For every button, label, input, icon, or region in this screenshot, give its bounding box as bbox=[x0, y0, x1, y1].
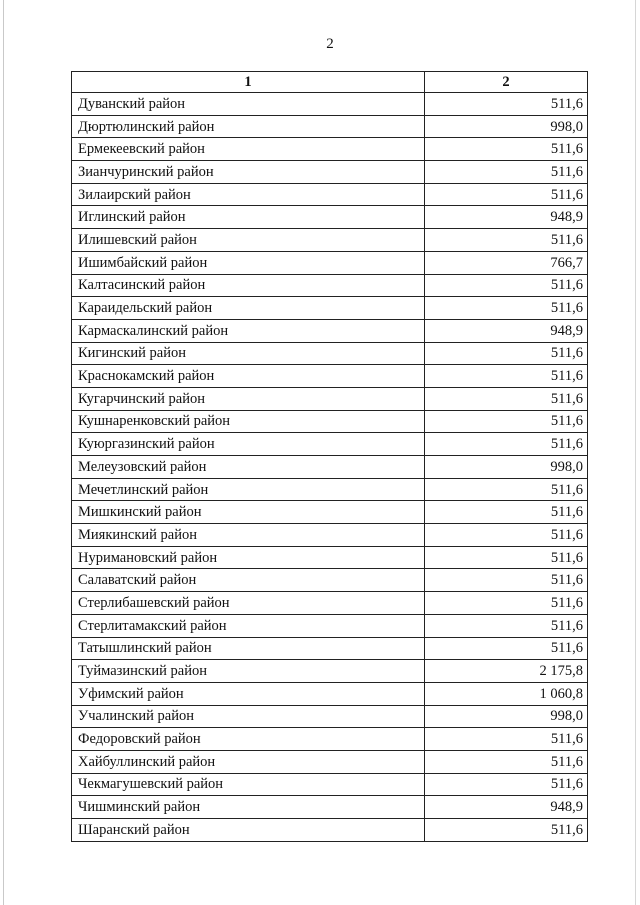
district-value-cell: 511,6 bbox=[425, 274, 588, 297]
district-value-cell: 511,6 bbox=[425, 138, 588, 161]
district-table bbox=[71, 71, 588, 842]
district-value-cell: 998,0 bbox=[425, 115, 588, 138]
district-value-cell: 511,6 bbox=[425, 342, 588, 365]
table-row bbox=[72, 750, 588, 773]
district-value-cell: 998,0 bbox=[425, 705, 588, 728]
district-name-cell: Нуримановский район bbox=[72, 546, 425, 569]
district-name-cell: Краснокамский район bbox=[72, 365, 425, 388]
district-name-cell: Ермекеевский район bbox=[72, 138, 425, 161]
district-name-cell: Учалинский район bbox=[72, 705, 425, 728]
table-row bbox=[72, 728, 588, 751]
scan-edge-left bbox=[3, 0, 4, 905]
table-row bbox=[72, 206, 588, 229]
table-row bbox=[72, 796, 588, 819]
district-name-cell: Чекмагушевский район bbox=[72, 773, 425, 796]
district-name-cell: Мечетлинский район bbox=[72, 478, 425, 501]
district-value-cell: 511,6 bbox=[425, 433, 588, 456]
district-value-cell: 1 060,8 bbox=[425, 682, 588, 705]
district-value-cell: 2 175,8 bbox=[425, 660, 588, 683]
district-name-cell: Стерлитамакский район bbox=[72, 614, 425, 637]
district-value-cell: 948,9 bbox=[425, 796, 588, 819]
district-name-cell: Стерлибашевский район bbox=[72, 592, 425, 615]
district-value-cell: 766,7 bbox=[425, 251, 588, 274]
table-row bbox=[72, 297, 588, 320]
district-value-cell: 511,6 bbox=[425, 387, 588, 410]
table-row bbox=[72, 682, 588, 705]
district-name-cell: Кармаскалинский район bbox=[72, 319, 425, 342]
scan-edge-right bbox=[635, 0, 636, 905]
table-row bbox=[72, 546, 588, 569]
table-row bbox=[72, 614, 588, 637]
district-name-cell: Кугарчинский район bbox=[72, 387, 425, 410]
table-row bbox=[72, 229, 588, 252]
district-name-cell: Калтасинский район bbox=[72, 274, 425, 297]
table-row bbox=[72, 705, 588, 728]
district-name-cell: Иглинский район bbox=[72, 206, 425, 229]
district-value-cell: 511,6 bbox=[425, 229, 588, 252]
district-name-cell: Туймазинский район bbox=[72, 660, 425, 683]
district-name-cell: Шаранский район bbox=[72, 819, 425, 842]
district-name-cell: Салаватский район bbox=[72, 569, 425, 592]
table-row bbox=[72, 592, 588, 615]
column-header-1: 1 bbox=[72, 72, 425, 93]
district-name-cell: Куюргазинский район bbox=[72, 433, 425, 456]
table-row bbox=[72, 773, 588, 796]
district-name-cell: Илишевский район bbox=[72, 229, 425, 252]
table-row bbox=[72, 819, 588, 842]
page-number: 2 bbox=[326, 36, 334, 52]
district-value-cell: 511,6 bbox=[425, 773, 588, 796]
district-value-cell: 511,6 bbox=[425, 501, 588, 524]
district-name-cell: Миякинский район bbox=[72, 524, 425, 547]
district-value-cell: 511,6 bbox=[425, 569, 588, 592]
district-value-cell: 511,6 bbox=[425, 161, 588, 184]
table-row bbox=[72, 501, 588, 524]
district-value-cell: 511,6 bbox=[425, 614, 588, 637]
table-row bbox=[72, 524, 588, 547]
district-value-cell: 511,6 bbox=[425, 297, 588, 320]
district-value-cell: 511,6 bbox=[425, 546, 588, 569]
table-header-row bbox=[72, 72, 588, 93]
district-name-cell: Татышлинский район bbox=[72, 637, 425, 660]
district-name-cell: Уфимский район bbox=[72, 682, 425, 705]
table-row bbox=[72, 274, 588, 297]
district-table-container bbox=[71, 71, 587, 842]
district-name-cell: Караидельский район bbox=[72, 297, 425, 320]
district-name-cell: Зилаирский район bbox=[72, 183, 425, 206]
table-row bbox=[72, 115, 588, 138]
district-value-cell: 511,6 bbox=[425, 365, 588, 388]
district-name-cell: Мишкинский район bbox=[72, 501, 425, 524]
table-row bbox=[72, 365, 588, 388]
table-row bbox=[72, 161, 588, 184]
table-row bbox=[72, 433, 588, 456]
district-value-cell: 511,6 bbox=[425, 592, 588, 615]
district-value-cell: 511,6 bbox=[425, 93, 588, 116]
district-value-cell: 511,6 bbox=[425, 750, 588, 773]
district-name-cell: Федоровский район bbox=[72, 728, 425, 751]
table-row bbox=[72, 138, 588, 161]
district-name-cell: Кигинский район bbox=[72, 342, 425, 365]
column-header-2: 2 bbox=[425, 72, 588, 93]
district-value-cell: 511,6 bbox=[425, 478, 588, 501]
district-value-cell: 948,9 bbox=[425, 206, 588, 229]
table-row bbox=[72, 183, 588, 206]
district-value-cell: 998,0 bbox=[425, 456, 588, 479]
table-row bbox=[72, 637, 588, 660]
district-name-cell: Зианчуринский район bbox=[72, 161, 425, 184]
table-row bbox=[72, 569, 588, 592]
table-row bbox=[72, 93, 588, 116]
district-name-cell: Чишминский район bbox=[72, 796, 425, 819]
district-value-cell: 511,6 bbox=[425, 637, 588, 660]
district-name-cell: Дуванский район bbox=[72, 93, 425, 116]
district-value-cell: 511,6 bbox=[425, 728, 588, 751]
table-body bbox=[72, 93, 588, 842]
district-value-cell: 511,6 bbox=[425, 183, 588, 206]
table-row bbox=[72, 319, 588, 342]
table-row bbox=[72, 456, 588, 479]
district-value-cell: 948,9 bbox=[425, 319, 588, 342]
district-value-cell: 511,6 bbox=[425, 819, 588, 842]
table-row bbox=[72, 660, 588, 683]
district-name-cell: Ишимбайский район bbox=[72, 251, 425, 274]
table-row bbox=[72, 387, 588, 410]
table-row bbox=[72, 478, 588, 501]
district-value-cell: 511,6 bbox=[425, 410, 588, 433]
table-row bbox=[72, 342, 588, 365]
district-name-cell: Хайбуллинский район bbox=[72, 750, 425, 773]
table-row bbox=[72, 410, 588, 433]
district-value-cell: 511,6 bbox=[425, 524, 588, 547]
district-name-cell: Дюртюлинский район bbox=[72, 115, 425, 138]
table-row bbox=[72, 251, 588, 274]
district-name-cell: Мелеузовский район bbox=[72, 456, 425, 479]
district-name-cell: Кушнаренковский район bbox=[72, 410, 425, 433]
